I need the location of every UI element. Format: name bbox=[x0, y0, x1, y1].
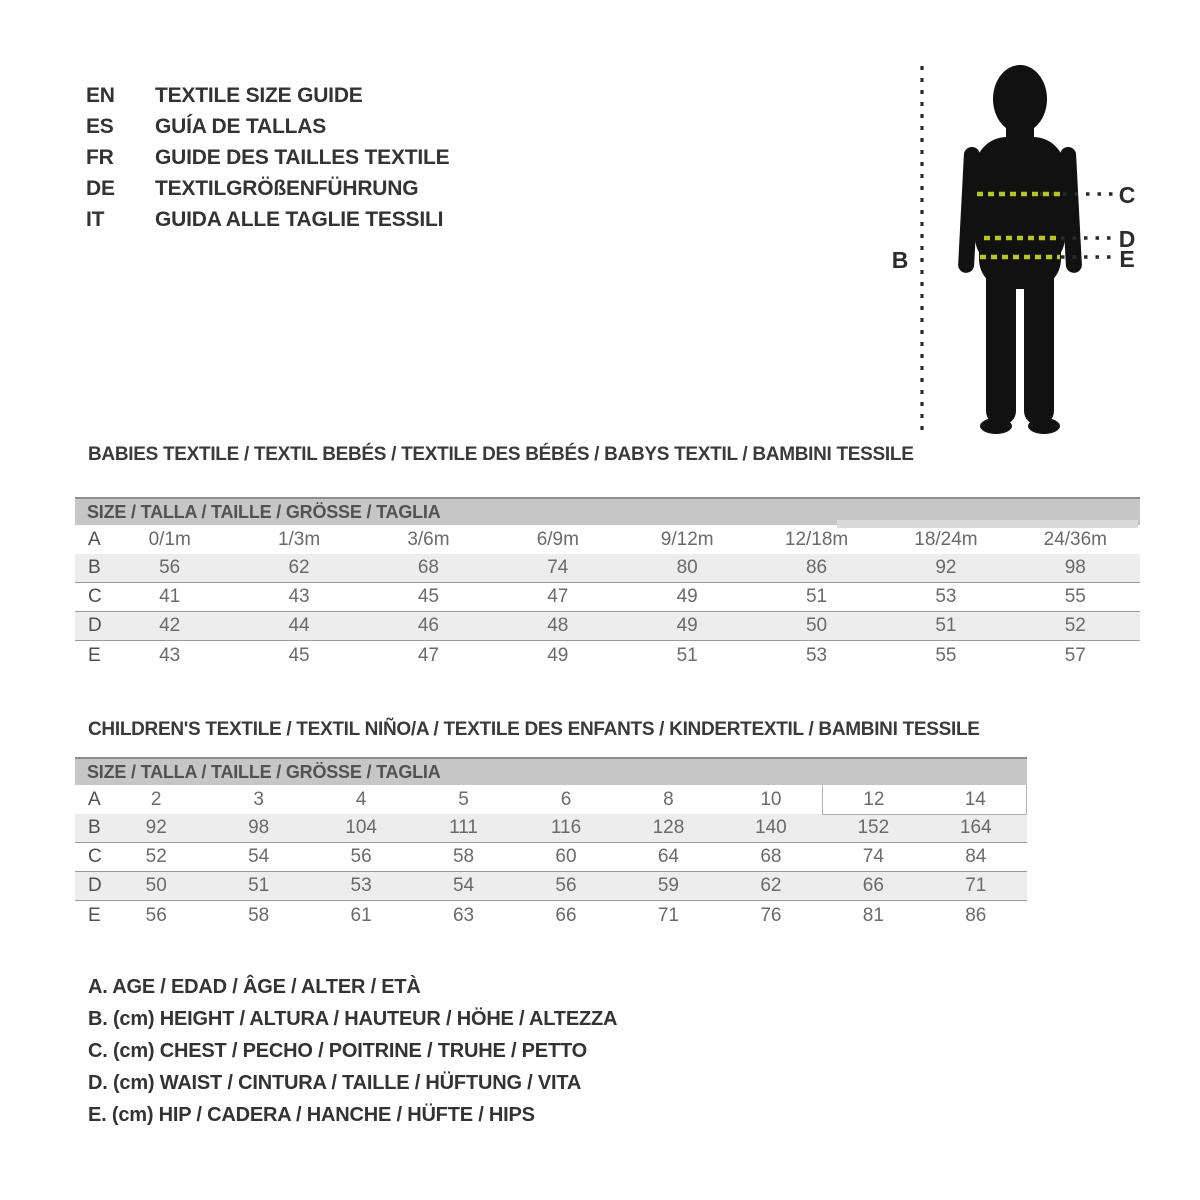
table-cell: 0/1m bbox=[148, 528, 191, 550]
table-cell: 71 bbox=[657, 904, 679, 926]
child-silhouette bbox=[958, 65, 1083, 434]
table-row bbox=[75, 583, 1140, 612]
table-cell: 58 bbox=[248, 904, 270, 926]
row-label: E bbox=[88, 904, 101, 926]
table-cell: 54 bbox=[248, 846, 270, 867]
table-cell: 45 bbox=[288, 644, 310, 666]
table-cell: 56 bbox=[145, 904, 167, 926]
table-cell: 49 bbox=[547, 644, 569, 666]
table-cell: 5 bbox=[458, 788, 469, 810]
table-cell: 3/6m bbox=[407, 528, 450, 550]
table-cell: 152 bbox=[857, 817, 890, 838]
table-cell: 61 bbox=[350, 904, 372, 926]
table-cell: 10 bbox=[760, 788, 782, 810]
table-cell: 58 bbox=[452, 846, 475, 867]
table-cell: 59 bbox=[657, 875, 679, 896]
language-row bbox=[86, 173, 449, 204]
table-cell: 47 bbox=[547, 586, 569, 607]
waist-label: D bbox=[1118, 226, 1136, 252]
table-cell: 50 bbox=[805, 615, 828, 636]
language-title: GUIDA ALLE TAGLIE TESSILI bbox=[155, 207, 444, 231]
table-cell: 74 bbox=[862, 846, 884, 867]
language-title: GUÍA DE TALLAS bbox=[155, 114, 327, 138]
language-code: DE bbox=[86, 176, 115, 200]
table-cell: 98 bbox=[1064, 557, 1086, 578]
table-cell: 12/18m bbox=[784, 528, 849, 550]
table-cell: 86 bbox=[805, 557, 828, 578]
table-cell: 4 bbox=[355, 788, 367, 810]
legend-item: D. (cm) WAIST / CINTURA / TAILLE / HÜFTUNG / VITA bbox=[88, 1072, 582, 1094]
table-cell: 164 bbox=[959, 817, 992, 838]
table-cell: 24/36m bbox=[1043, 528, 1107, 550]
table-cell: 98 bbox=[248, 817, 270, 838]
table-row-age bbox=[75, 785, 1027, 814]
babies-section-title: BABIES TEXTILE / TEXTIL BEBÉS / TEXTILE DES BÉBÉS / BABYS TEXTIL / BAMBINI TESSILE bbox=[88, 444, 914, 465]
babies-size-header-label: SIZE / TALLA / TAILLE / GRÖSSE / TAGLIA bbox=[87, 502, 441, 522]
children-table-rows bbox=[75, 785, 1027, 930]
table-cell: 55 bbox=[1064, 586, 1086, 607]
table-cell: 81 bbox=[862, 904, 884, 926]
hip-label: E bbox=[1119, 246, 1135, 272]
language-code: ES bbox=[86, 114, 114, 138]
table-cell: 56 bbox=[159, 557, 181, 578]
row-label: B bbox=[88, 557, 101, 578]
table-row bbox=[75, 641, 1140, 670]
row-label: D bbox=[88, 875, 102, 896]
table-cell: 55 bbox=[935, 644, 957, 666]
table-cell: 116 bbox=[550, 817, 582, 838]
table-cell: 66 bbox=[862, 875, 884, 896]
table-cell: 18/24m bbox=[914, 528, 978, 550]
table-cell: 12 bbox=[822, 784, 924, 815]
table-cell: 6 bbox=[560, 788, 572, 810]
table-cell: 2 bbox=[150, 788, 162, 810]
language-title: TEXTILE SIZE GUIDE bbox=[155, 83, 363, 107]
table-cell: 92 bbox=[935, 557, 957, 578]
child-figure-svg bbox=[880, 53, 1170, 448]
table-cell: 1/3m bbox=[277, 528, 321, 550]
table-row bbox=[75, 843, 1027, 872]
table-cell: 63 bbox=[452, 904, 475, 926]
table-cell: 54 bbox=[452, 875, 475, 896]
table-cell: 53 bbox=[350, 875, 372, 896]
table-row bbox=[75, 554, 1140, 583]
table-cell: 50 bbox=[145, 875, 167, 896]
babies-table-rows bbox=[75, 525, 1140, 670]
children-size-header-bar bbox=[75, 757, 1027, 785]
language-code: IT bbox=[86, 207, 105, 231]
table-cell: 56 bbox=[350, 846, 372, 867]
table-cell: 64 bbox=[657, 846, 679, 867]
table-cell: 56 bbox=[555, 875, 577, 896]
table-cell: 8 bbox=[663, 788, 674, 810]
table-cell: 53 bbox=[935, 586, 957, 607]
table-cell: 52 bbox=[1064, 615, 1086, 636]
table-cell: 140 bbox=[755, 817, 787, 838]
language-title: GUIDE DES TAILLES TEXTILE bbox=[155, 145, 450, 169]
table-row bbox=[75, 901, 1027, 930]
language-title-list bbox=[86, 80, 449, 235]
table-cell: 57 bbox=[1064, 644, 1086, 666]
table-cell: 42 bbox=[159, 615, 181, 636]
table-cell: 49 bbox=[676, 615, 698, 636]
legend-item: C. (cm) CHEST / PECHO / POITRINE / TRUHE / PETTO bbox=[88, 1040, 587, 1062]
row-label: D bbox=[88, 615, 102, 636]
table-cell: 49 bbox=[676, 586, 698, 607]
table-cell: 86 bbox=[965, 904, 987, 926]
language-row bbox=[86, 204, 449, 235]
table-cell: 76 bbox=[760, 904, 782, 926]
table-cell: 62 bbox=[288, 557, 310, 578]
table-cell: 84 bbox=[965, 846, 987, 867]
row-label: A bbox=[88, 788, 101, 810]
table-cell: 68 bbox=[417, 557, 439, 578]
language-row bbox=[86, 80, 449, 111]
header-artifact-strip bbox=[837, 520, 1138, 528]
babies-size-header-bar bbox=[75, 497, 1140, 525]
table-cell: 6/9m bbox=[536, 528, 579, 550]
table-cell: 3 bbox=[253, 788, 264, 810]
children-size-table bbox=[75, 757, 1027, 930]
language-code: EN bbox=[86, 83, 115, 107]
row-label: C bbox=[88, 846, 102, 867]
table-row bbox=[75, 872, 1027, 901]
babies-size-table bbox=[75, 497, 1140, 670]
table-cell: 41 bbox=[159, 586, 181, 607]
table-cell: 80 bbox=[676, 557, 698, 578]
table-cell: 74 bbox=[547, 557, 569, 578]
row-label: C bbox=[88, 586, 102, 607]
table-cell: 14 bbox=[925, 784, 1027, 815]
table-cell: 51 bbox=[248, 875, 270, 896]
language-row bbox=[86, 111, 449, 142]
table-cell: 53 bbox=[805, 644, 828, 666]
legend-item: A. AGE / EDAD / ÂGE / ALTER / ETÀ bbox=[88, 976, 421, 998]
table-cell: 62 bbox=[760, 875, 782, 896]
children-size-header-label: SIZE / TALLA / TAILLE / GRÖSSE / TAGLIA bbox=[87, 762, 441, 782]
measurement-legend bbox=[88, 971, 617, 1131]
table-cell: 111 bbox=[449, 817, 478, 838]
table-cell: 92 bbox=[145, 817, 167, 838]
height-label: B bbox=[891, 247, 909, 273]
table-cell: 9/12m bbox=[660, 528, 714, 550]
language-code: FR bbox=[86, 145, 114, 169]
table-cell: 104 bbox=[345, 817, 377, 838]
table-row bbox=[75, 814, 1027, 843]
legend-item: E. (cm) HIP / CADERA / HANCHE / HÜFTE / HIPS bbox=[88, 1104, 535, 1126]
table-cell: 45 bbox=[417, 586, 439, 607]
language-title: TEXTILGRÖßENFÜHRUNG bbox=[155, 176, 419, 200]
children-section-title: CHILDREN'S TEXTILE / TEXTIL NIÑO/A / TEXTILE DES ENFANTS / KINDERTEXTIL / BAMBINI TESSILE bbox=[88, 719, 980, 740]
row-label: A bbox=[88, 528, 101, 550]
chest-label: C bbox=[1118, 182, 1136, 208]
table-cell: 52 bbox=[145, 846, 167, 867]
table-cell: 66 bbox=[555, 904, 577, 926]
row-label: B bbox=[88, 817, 101, 838]
table-cell: 60 bbox=[555, 846, 577, 867]
language-row bbox=[86, 142, 449, 173]
child-measurement-figure bbox=[880, 53, 1170, 448]
table-cell: 51 bbox=[935, 615, 957, 636]
table-cell: 44 bbox=[288, 615, 310, 636]
table-cell: 71 bbox=[965, 875, 987, 896]
table-cell: 43 bbox=[159, 644, 181, 666]
table-row bbox=[75, 612, 1140, 641]
table-cell: 68 bbox=[760, 846, 782, 867]
table-cell: 51 bbox=[805, 586, 828, 607]
table-cell: 51 bbox=[676, 644, 698, 666]
table-cell: 48 bbox=[547, 615, 569, 636]
legend-item: B. (cm) HEIGHT / ALTURA / HAUTEUR / HÖHE / ALTEZZA bbox=[88, 1008, 618, 1030]
row-label: E bbox=[88, 644, 101, 666]
table-cell: 46 bbox=[417, 615, 439, 636]
table-row-age bbox=[75, 525, 1140, 554]
table-cell: 128 bbox=[652, 817, 685, 838]
table-cell: 43 bbox=[288, 586, 310, 607]
table-cell: 47 bbox=[417, 644, 439, 666]
